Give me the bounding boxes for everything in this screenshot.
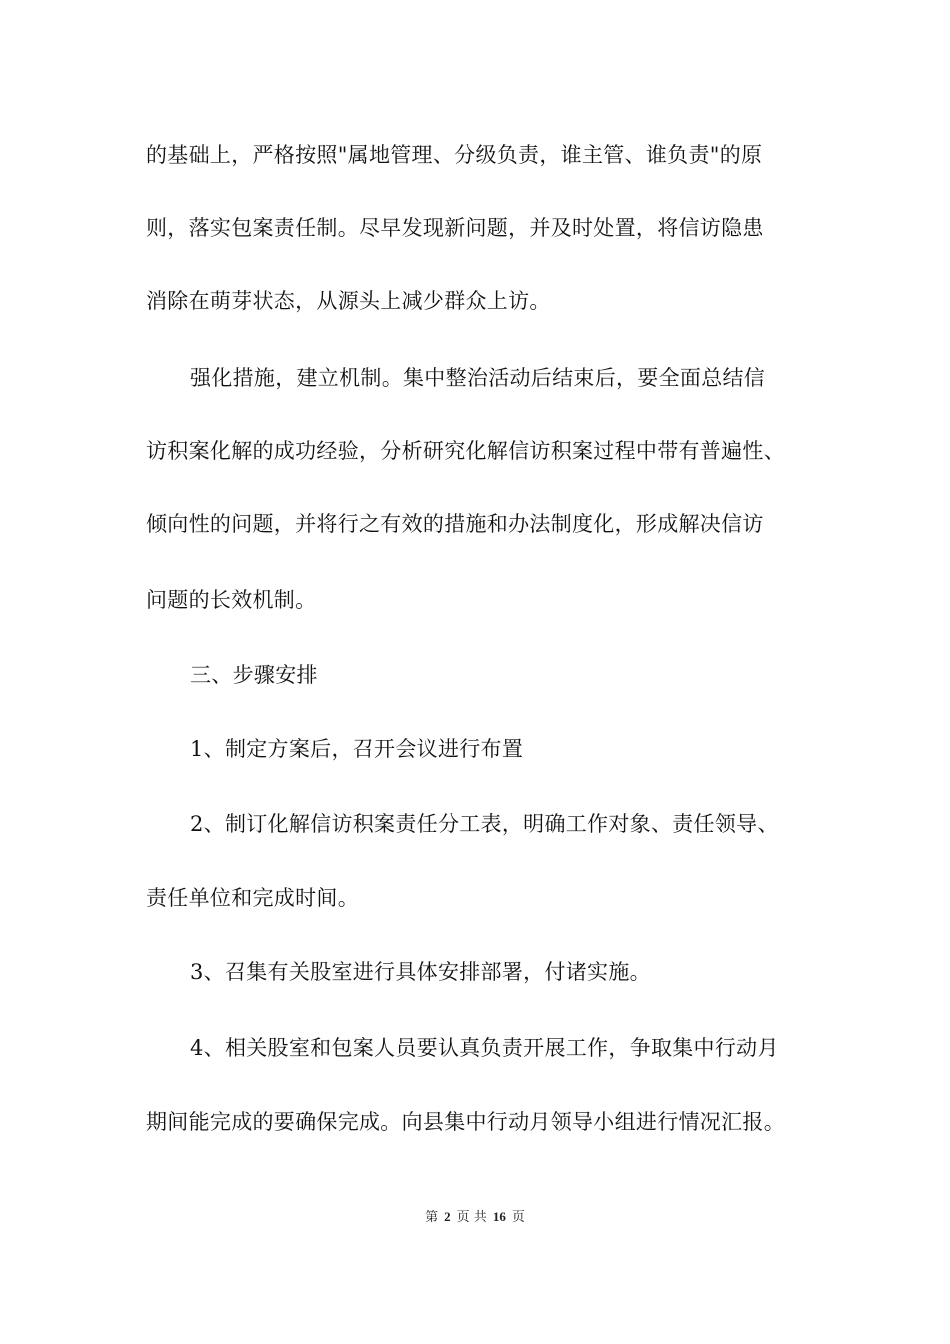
paragraph-line: 问题的长效机制。 [146,588,317,612]
paragraph-line: 责任单位和完成时间。 [146,886,359,910]
paragraph-line: 的基础上，严格按照"属地管理、分级负责，谁主管、谁负责"的原 [146,143,763,167]
list-item: 1、制定方案后，召开会议进行布置 [190,737,524,761]
paragraph-line: 消除在萌芽状态，从源头上减少群众上访。 [146,289,551,313]
footer-middle: 页 共 [456,1210,487,1225]
footer-prefix: 第 [425,1210,439,1225]
paragraph-line: 期间能完成的要确保完成。向县集中行动月领导小组进行情况汇报。 [146,1110,785,1134]
paragraph-line: 访积案化解的成功经验，分析研究化解信访积案过程中带有普遍性、 [146,439,785,463]
list-item: 4、相关股室和包案人员要认真负责开展工作，争取集中行动月 [190,1036,779,1060]
footer-suffix: 页 [511,1210,525,1225]
list-item: 3、召集有关股室进行具体安排部署，付诸实施。 [190,960,651,984]
list-item: 2、制订化解信访积案责任分工表，明确工作对象、责任领导、 [190,812,779,836]
page-number: 2 [444,1209,451,1224]
total-pages: 16 [492,1209,506,1224]
section-heading: 三、步骤安排 [190,663,318,687]
page-footer [0,1208,950,1227]
paragraph-line: 倾向性的问题，并将行之有效的措施和办法制度化，形成解决信访 [146,512,764,536]
paragraph-line: 强化措施，建立机制。集中整治活动后结束后，要全面总结信 [190,366,766,390]
paragraph-line: 则，落实包案责任制。尽早发现新问题，并及时处置，将信访隐患 [146,216,764,240]
